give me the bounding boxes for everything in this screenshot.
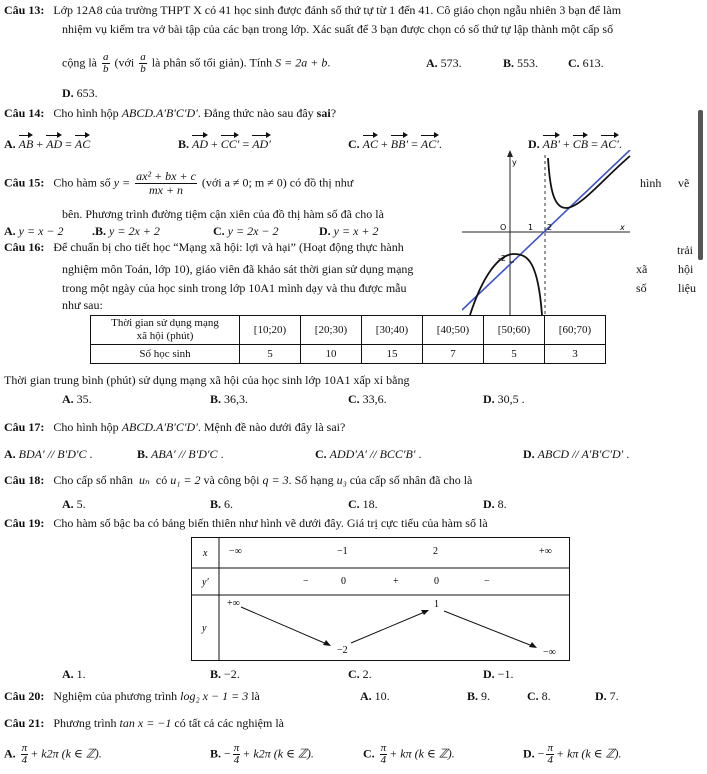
q13-line2: nhiệm vụ kiểm tra vở bài tập của các bạn trong lớp. Xác suất để 3 bạn được chọn có số thứ tự lập thành một cấp số bbox=[62, 22, 614, 36]
q19-option-b[interactable]: B. −2. bbox=[210, 667, 240, 681]
q16-line1: Câu 16: Để chuẩn bị cho tiết học “Mạng xã hội: lợi và hại” (Hoạt động thực hành bbox=[4, 240, 404, 254]
table-cell: 5 bbox=[484, 345, 545, 364]
q15-option-a[interactable]: A. y = x − 2 bbox=[4, 224, 64, 238]
q18-option-b[interactable]: B. 6. bbox=[210, 497, 234, 511]
q16-line2-r2: hội bbox=[678, 262, 694, 276]
variation-table bbox=[191, 537, 570, 661]
tick-label-neg2: -2 bbox=[498, 254, 506, 263]
vt-arrow-up bbox=[351, 611, 427, 643]
q16-line3-r1: số bbox=[636, 281, 647, 295]
q18-option-c[interactable]: C. 18. bbox=[348, 497, 378, 511]
q16-option-c[interactable]: C. 33,6. bbox=[348, 392, 387, 406]
x-label: x bbox=[620, 223, 625, 232]
q19-option-c[interactable]: C. 2. bbox=[348, 667, 372, 681]
vertical-scrollbar[interactable] bbox=[698, 110, 703, 260]
vt-x-label: x bbox=[203, 548, 208, 559]
q21-option-c[interactable]: C. $\frac{\pi}{4}$ + kπ (k ∈ ℤ). bbox=[363, 742, 455, 766]
arrow-down-icon bbox=[323, 640, 331, 646]
q14-option-d[interactable]: D. AB′ + CB = AC′. bbox=[528, 134, 622, 151]
vt-x-value: +∞ bbox=[539, 546, 552, 557]
graph-left-branch bbox=[470, 254, 542, 315]
q13-option-b[interactable]: B. 553. bbox=[503, 56, 539, 70]
graph-right-branch bbox=[548, 156, 630, 208]
q16-option-a[interactable]: A. 35. bbox=[62, 392, 92, 406]
vt-top-mid: 1 bbox=[434, 599, 439, 610]
q20-option-b[interactable]: B. 9. bbox=[467, 689, 491, 703]
q15-option-c[interactable]: C. y = 2x − 2 bbox=[213, 224, 279, 238]
q15-text-ve: vẽ bbox=[678, 176, 690, 190]
q15-fraction: $\frac{\text{ax² + bx + c}}{mx + n}$ bbox=[136, 169, 196, 197]
vt-top-left: +∞ bbox=[227, 598, 240, 609]
origin-label: O bbox=[500, 223, 507, 232]
q14-option-b[interactable]: B. AD + CC′ = AD′ bbox=[178, 134, 271, 151]
q16-line1-right: trải bbox=[677, 243, 693, 257]
q13-option-d[interactable]: D. 653. bbox=[62, 86, 98, 100]
q15-text-hinh: hình bbox=[640, 176, 662, 190]
y-label: y bbox=[512, 158, 517, 167]
table-cell: [20;30) bbox=[301, 316, 362, 345]
q15-line2: bên. Phương trình đường tiệm cận xiên của đồ thị hàm số đã cho là bbox=[62, 207, 384, 221]
q13-line1: Câu 13: Lớp 12A8 của trường THPT X có 41 học sinh được đánh số thứ tự từ 1 đến 41. Cô giáo chọn ngẫu nhiên 3 bạn để làm bbox=[4, 3, 622, 17]
q16-line4: như sau: bbox=[62, 298, 103, 312]
q19-option-a[interactable]: A. 1. bbox=[62, 667, 86, 681]
table-cell: [50;60) bbox=[484, 316, 545, 345]
q13-line3: cộng là $\frac{a}{b}$ (với $\frac{a}{b}$ là phân số tối giản). Tính S = 2a + b. bbox=[62, 51, 331, 75]
vt-x-value: −1 bbox=[337, 546, 348, 557]
q14-option-a[interactable]: A. AB + AD = AC bbox=[4, 134, 90, 151]
q16-question: Thời gian trung bình (phút) sử dụng mạng xã hội của học sinh lớp 10A1 xấp xỉ bằng bbox=[4, 373, 410, 387]
q16-line2-r1: xã bbox=[636, 262, 648, 276]
q13-option-c[interactable]: C. 613. bbox=[568, 56, 604, 70]
table-cell: 5 bbox=[240, 345, 301, 364]
vt-arrow-down bbox=[241, 607, 329, 645]
vt-sign: 0 bbox=[434, 576, 439, 587]
q15-option-b[interactable]: .B. y = 2x + 2 bbox=[92, 224, 160, 238]
tick-label-2: 2 bbox=[547, 223, 553, 232]
vt-bottom-mid: −2 bbox=[337, 645, 348, 656]
frequency-table bbox=[90, 315, 606, 364]
arrow-down-icon bbox=[529, 642, 537, 648]
table-cell: [30;40) bbox=[362, 316, 423, 345]
variation-table-border bbox=[192, 538, 570, 661]
q18-option-a[interactable]: A. 5. bbox=[62, 497, 86, 511]
q20-stem: Câu 20: Nghiệm của phương trình log₂ x − 1 = 3 là bbox=[4, 689, 260, 703]
q21-stem: Câu 21: Phương trình tan x = −1 có tất cả các nghiệm là bbox=[4, 716, 284, 730]
q20-option-d[interactable]: D. 7. bbox=[595, 689, 619, 703]
vt-x-value: 2 bbox=[433, 546, 438, 557]
table-cell: 3 bbox=[545, 345, 606, 364]
q16-line3: trong một ngày của học sinh trong lớp 10A1 mình dạy và thu được mẫu bbox=[62, 281, 407, 295]
q16-option-d[interactable]: D. 30,5 . bbox=[483, 392, 525, 406]
table-header: Số học sinh bbox=[91, 345, 240, 364]
vt-sign: 0 bbox=[341, 576, 346, 587]
vt-y-label: y bbox=[202, 623, 207, 634]
q19-option-d[interactable]: D. −1. bbox=[483, 667, 514, 681]
q17-option-a[interactable]: A. BDA′ // B′D′C . bbox=[4, 447, 93, 461]
q17-option-b[interactable]: B. ABA′ // B′D′C . bbox=[137, 447, 224, 461]
q16-line3-r2: liệu bbox=[678, 281, 696, 295]
q18-stem: Câu 18: Cho cấp số nhân uₙ có u₁ = 2 và công bội q = 3. Số hạng u₃ của cấp số nhân đã cho là bbox=[4, 473, 473, 487]
vt-x-value: −∞ bbox=[229, 546, 242, 557]
q14-stem: Câu 14: Cho hình hộp ABCD.A′B′C′D′. Đẳng thức nào sau đây sai? bbox=[4, 106, 337, 120]
table-cell: [60;70) bbox=[545, 316, 606, 345]
table-cell: [10;20) bbox=[240, 316, 301, 345]
table-row bbox=[91, 345, 606, 364]
vt-arrow-down-2 bbox=[444, 611, 535, 647]
table-header: Thời gian sử dụng mạng xã hội (phút) bbox=[91, 316, 240, 345]
q17-option-c[interactable]: C. ADD′A′ // BCC′B′ . bbox=[315, 447, 422, 461]
q21-option-d[interactable]: D. − $\frac{\pi}{4}$ + kπ (k ∈ ℤ). bbox=[523, 742, 622, 766]
q18-option-d[interactable]: D. 8. bbox=[483, 497, 507, 511]
table-cell: 7 bbox=[423, 345, 484, 364]
vt-bottom-right: −∞ bbox=[543, 647, 556, 658]
table-cell: 15 bbox=[362, 345, 423, 364]
y-axis-arrow-icon bbox=[507, 150, 513, 157]
q20-option-a[interactable]: A. 10. bbox=[360, 689, 390, 703]
q17-option-d[interactable]: D. ABCD // A′B′C′D′ . bbox=[523, 447, 630, 461]
q13-label: Câu 13: bbox=[4, 3, 45, 17]
q21-option-b[interactable]: B. − $\frac{\pi}{4}$ + k2π (k ∈ ℤ). bbox=[210, 742, 314, 766]
fraction-a-b: $\frac{a}{b}$ bbox=[103, 51, 109, 75]
q15-stem: Câu 15: Cho hàm số y = $\frac{\text{ax² + bx + c}}{mx + n}$ (với a ≠ 0; m ≠ 0) có đồ thị như bbox=[4, 169, 354, 197]
q19-stem: Câu 19: Cho hàm số bậc ba có bảng biến thiên như hình vẽ dưới đây. Giá trị cực tiểu của hàm số là bbox=[4, 516, 488, 530]
table-row bbox=[91, 316, 606, 345]
q13-option-a[interactable]: A. 573. bbox=[426, 56, 462, 70]
q21-option-a[interactable]: A. $\frac{\pi}{4}$ + k2π (k ∈ ℤ). bbox=[4, 742, 102, 766]
slant-asymptote bbox=[462, 150, 630, 310]
vt-sign: − bbox=[484, 576, 490, 587]
function-graph bbox=[462, 150, 632, 315]
table-cell: 10 bbox=[301, 345, 362, 364]
vt-sign: − bbox=[303, 576, 309, 587]
table-cell: [40;50) bbox=[423, 316, 484, 345]
q14-option-c[interactable]: C. AC + BB′ = AC′. bbox=[348, 134, 442, 151]
q20-option-c[interactable]: C. 8. bbox=[527, 689, 551, 703]
fraction-a-b-2: $\frac{a}{b}$ bbox=[140, 51, 146, 75]
vt-sign: + bbox=[393, 576, 399, 587]
q16-option-b[interactable]: B. 36,3. bbox=[210, 392, 249, 406]
vt-yp-label: y′ bbox=[202, 577, 209, 588]
q15-option-d[interactable]: D. y = x + 2 bbox=[319, 224, 379, 238]
tick-label-1: 1 bbox=[528, 223, 534, 232]
q16-line2: nghiệm môn Toán, lớp 10), giáo viên đã khảo sát thời gian sử dụng mạng bbox=[62, 262, 414, 276]
q17-stem: Câu 17: Cho hình hộp ABCD.A′B′C′D′. Mệnh đề nào dưới đây là sai? bbox=[4, 420, 346, 434]
